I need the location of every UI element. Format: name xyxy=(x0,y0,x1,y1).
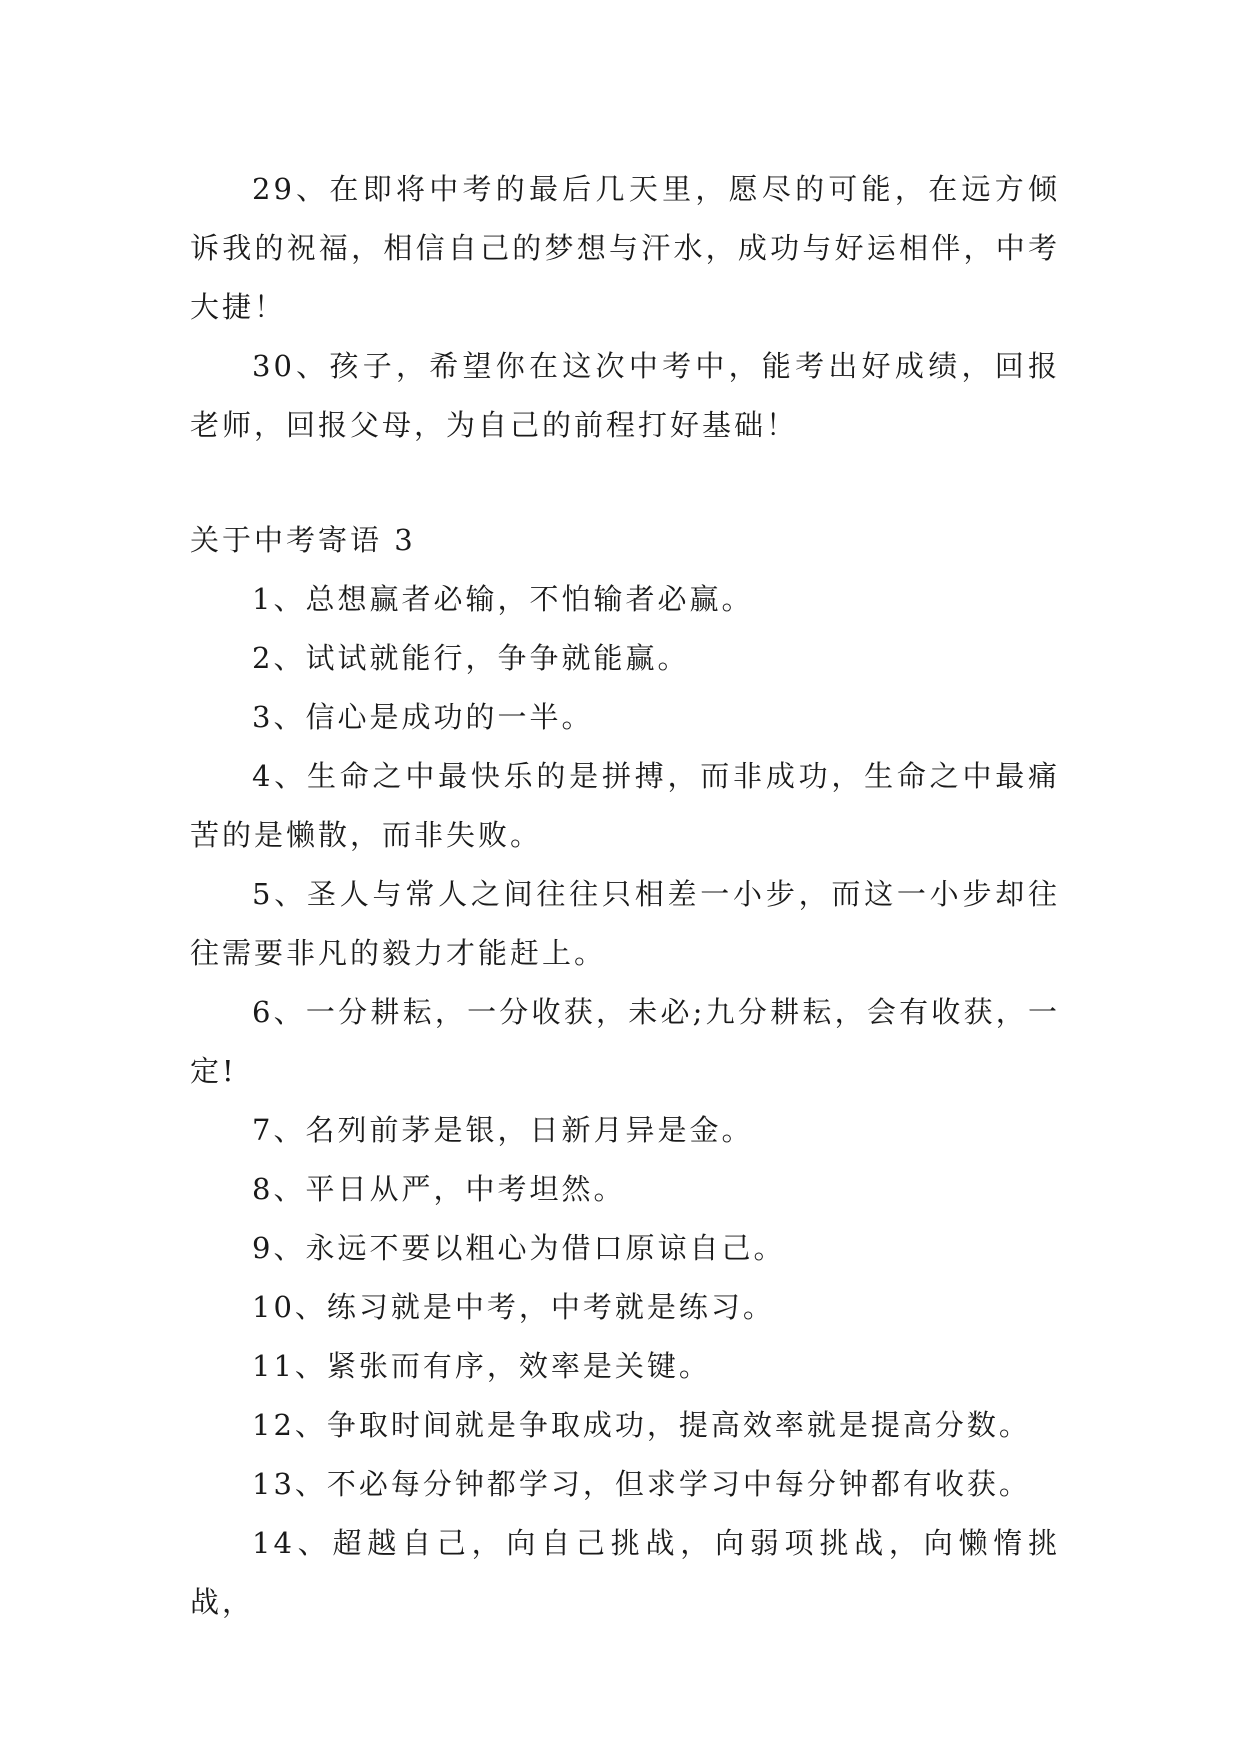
list-item: 12、争取时间就是争取成功，提高效率就是提高分数。 xyxy=(252,1408,1031,1442)
paragraph-29: 29、在即将中考的最后几天里，愿尽的可能，在远方倾诉我的祝福，相信自己的梦想与汗水，成功与好运相伴，中考大捷！ xyxy=(190,172,1060,324)
list-item: 7、名列前茅是银，日新月异是金。 xyxy=(252,1113,754,1147)
list-item: 10、练习就是中考，中考就是练习。 xyxy=(252,1290,775,1324)
list-item: 8、平日从严，中考坦然。 xyxy=(252,1172,626,1206)
list-item: 14、超越自己，向自己挑战，向弱项挑战，向懒惰挑战， xyxy=(190,1526,1060,1619)
list-item: 13、不必每分钟都学习，但求学习中每分钟都有收获。 xyxy=(252,1467,1031,1501)
list-item: 4、生命之中最快乐的是拼搏，而非成功，生命之中最痛苦的是懒散，而非失败。 xyxy=(190,759,1060,852)
list-item: 5、圣人与常人之间往往只相差一小步，而这一小步却往往需要非凡的毅力才能赶上。 xyxy=(190,877,1060,970)
list-item: 6、一分耕耘，一分收获，未必;九分耕耘，会有收获，一定! xyxy=(190,995,1060,1088)
list-item: 2、试试就能行，争争就能赢。 xyxy=(252,641,690,675)
list-item: 3、信心是成功的一半。 xyxy=(252,700,594,734)
paragraph-30: 30、孩子，希望你在这次中考中，能考出好成绩，回报老师，回报父母，为自己的前程打好基础！ xyxy=(190,349,1060,442)
section-heading: 关于中考寄语 3 xyxy=(190,523,416,557)
list-item: 1、总想赢者必输，不怕输者必赢。 xyxy=(252,582,754,616)
list-item: 11、紧张而有序，效率是关键。 xyxy=(252,1349,711,1383)
document-body xyxy=(190,160,1060,1632)
list-item: 9、永远不要以粗心为借口原谅自己。 xyxy=(252,1231,786,1265)
section-gap xyxy=(190,455,1060,511)
